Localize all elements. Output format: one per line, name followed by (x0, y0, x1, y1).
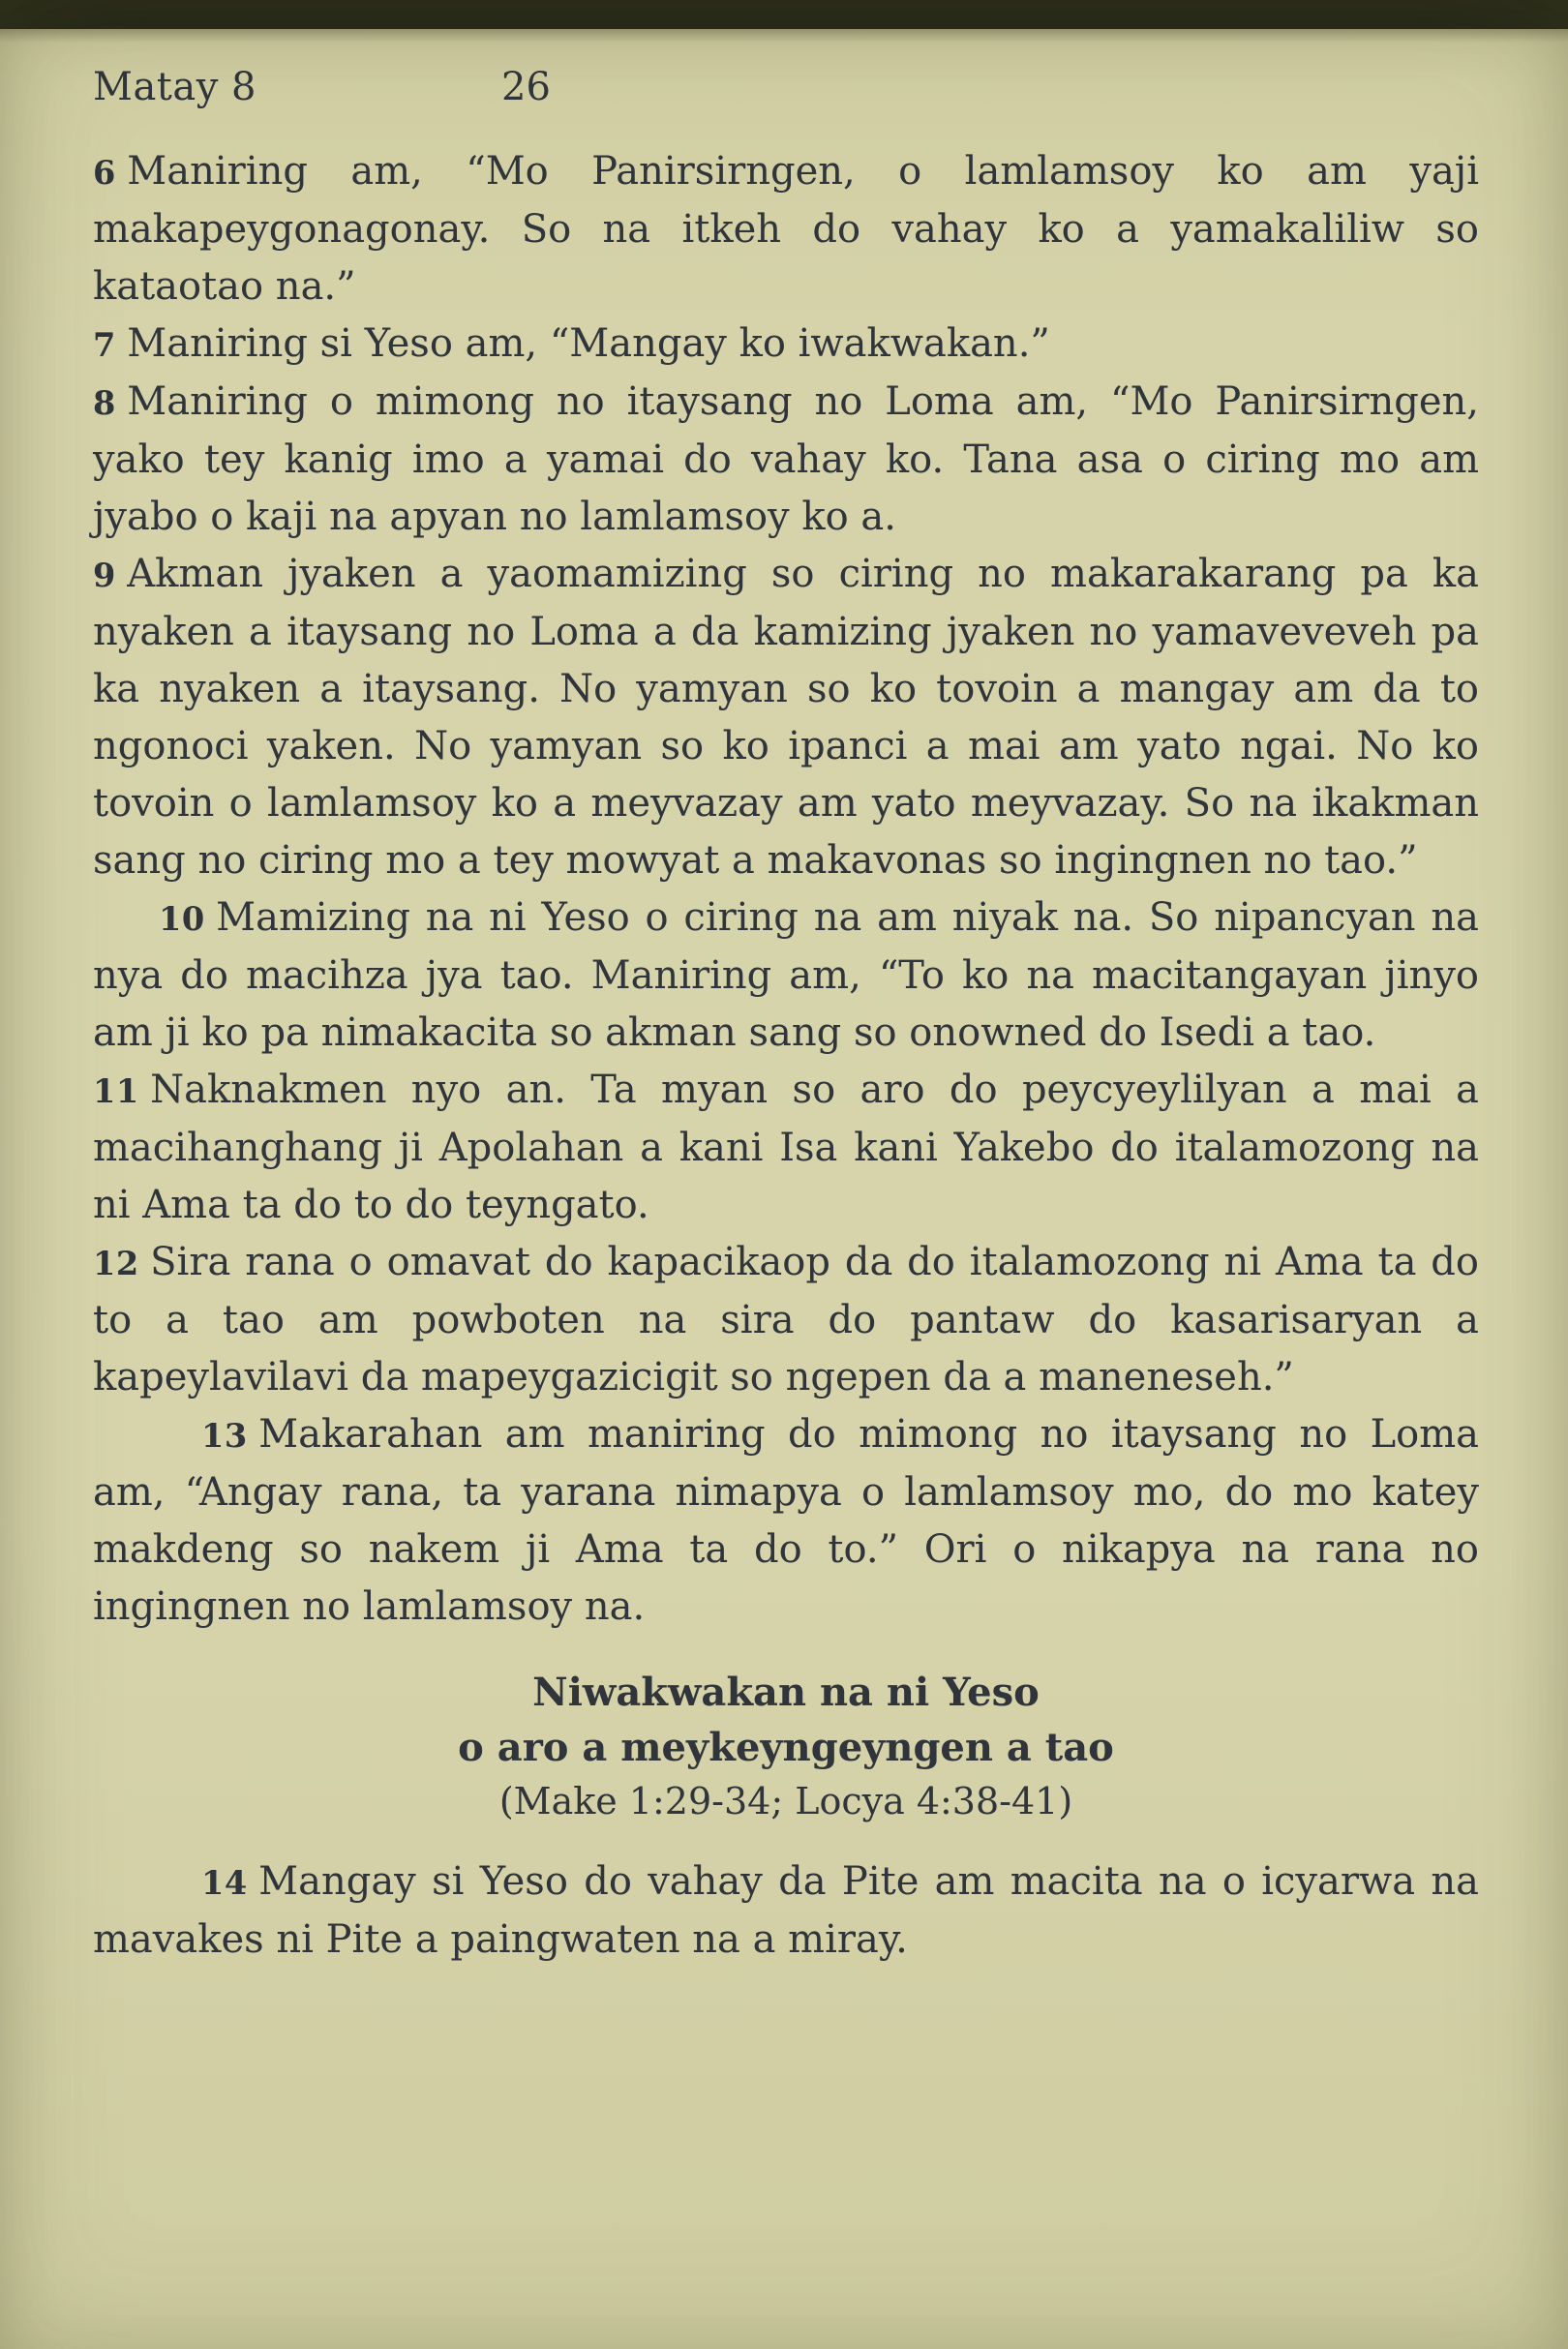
verse-text: Makarahan am maniring do mimong no itaysang no Loma am, “Angay rana, ta yarana nimapya o lamlamsoy mo, do mo katey makdeng so nakem ji Ama ta do to.” Ori o nikapya na rana no ingingnen no lamlamsoy na. (93, 1412, 1479, 1629)
verse-number: 6 (93, 153, 116, 192)
verse-number: 10 (159, 899, 205, 938)
verse-paragraph (93, 546, 1479, 889)
verse-paragraph (93, 316, 1479, 374)
verse-paragraph (93, 1406, 1479, 1636)
section-heading (93, 1665, 1479, 1828)
verse-number: 7 (93, 325, 116, 364)
verse-paragraph (93, 889, 1479, 1062)
verse-number: 14 (201, 1863, 248, 1902)
verse-text: Mamizing na ni Yeso o ciring na am niyak na. So nipancyan na nya do macihza jya tao. Maniring am, “To ko na macitangayan jinyo am ji ko pa nimakacita so akman sang so onowned do Isedi a tao. (93, 895, 1479, 1055)
verse-text: Maniring si Yeso am, “Mangay ko iwakwakan.” (127, 321, 1050, 366)
page-number: 26 (501, 65, 551, 109)
verse-number: 13 (201, 1416, 248, 1455)
section-cross-reference: (Make 1:29-34; Locya 4:38-41) (498, 1780, 1073, 1822)
page-header (93, 0, 1479, 110)
verse-number: 9 (93, 556, 116, 594)
verse-number: 11 (93, 1071, 139, 1110)
verse-number: 8 (93, 383, 116, 422)
verse-text: Sira rana o omavat do kapacikaop da do italamozong ni Ama ta do to a tao am powboten na sira do pantaw do kasarisaryan a kapeylavilavi da mapeygazicigit so ngepen da a maneneseh.” (93, 1240, 1479, 1400)
verse-paragraph (93, 1234, 1479, 1406)
verse-text: Akman jyaken a yaomamizing so ciring no makarakarang pa ka nyaken a itaysang no Loma a da kamizing jyaken no yamaveveveh pa ka nyaken a itaysang. No yamyan so ko tovoin a mangay am da to ngonoci yaken. No yamyan so ko ipanci a mai am yato ngai. No ko tovoin o lamlamsoy ko a meyvazay am yato meyvazay. So na ikakman sang no ciring mo a tey mowyat a makavonas so ingingnen no tao.” (93, 552, 1479, 883)
running-head: Matay 8 (93, 65, 256, 109)
verse-text: Naknakmen nyo an. Ta myan so aro do peycyeylilyan a mai a macihanghang ji Apolahan a kani Isa kani Yakebo do italamozong na ni Ama ta do to do teyngato. (93, 1068, 1479, 1227)
verse-text: Mangay si Yeso do vahay da Pite am macita na o icyarwa na mavakes ni Pite a paingwaten na a miray. (93, 1859, 1479, 1962)
verse-text: Maniring am, “Mo Panirsirngen, o lamlamsoy ko am yaji makapeygonagonay. So na itkeh do vahay ko a yamakaliliw so kataotao na.” (93, 149, 1479, 309)
verse-paragraph (93, 1853, 1479, 1969)
section-title-line2: o aro a meykeyngeyngen a tao (458, 1725, 1114, 1770)
verse-text: Maniring o mimong no itaysang no Loma am, “Mo Panirsirngen, yako tey kanig imo a yamai do vahay ko. Tana asa o ciring mo am jyabo o kaji na apyan no lamlamsoy ko a. (93, 379, 1479, 539)
verse-number: 12 (93, 1244, 139, 1282)
verse-paragraph (93, 1062, 1479, 1234)
scripture-text-block (93, 143, 1479, 1969)
verse-paragraph (93, 143, 1479, 316)
verse-paragraph (93, 374, 1479, 546)
section-title-line1: Niwakwakan na ni Yeso (532, 1670, 1040, 1715)
